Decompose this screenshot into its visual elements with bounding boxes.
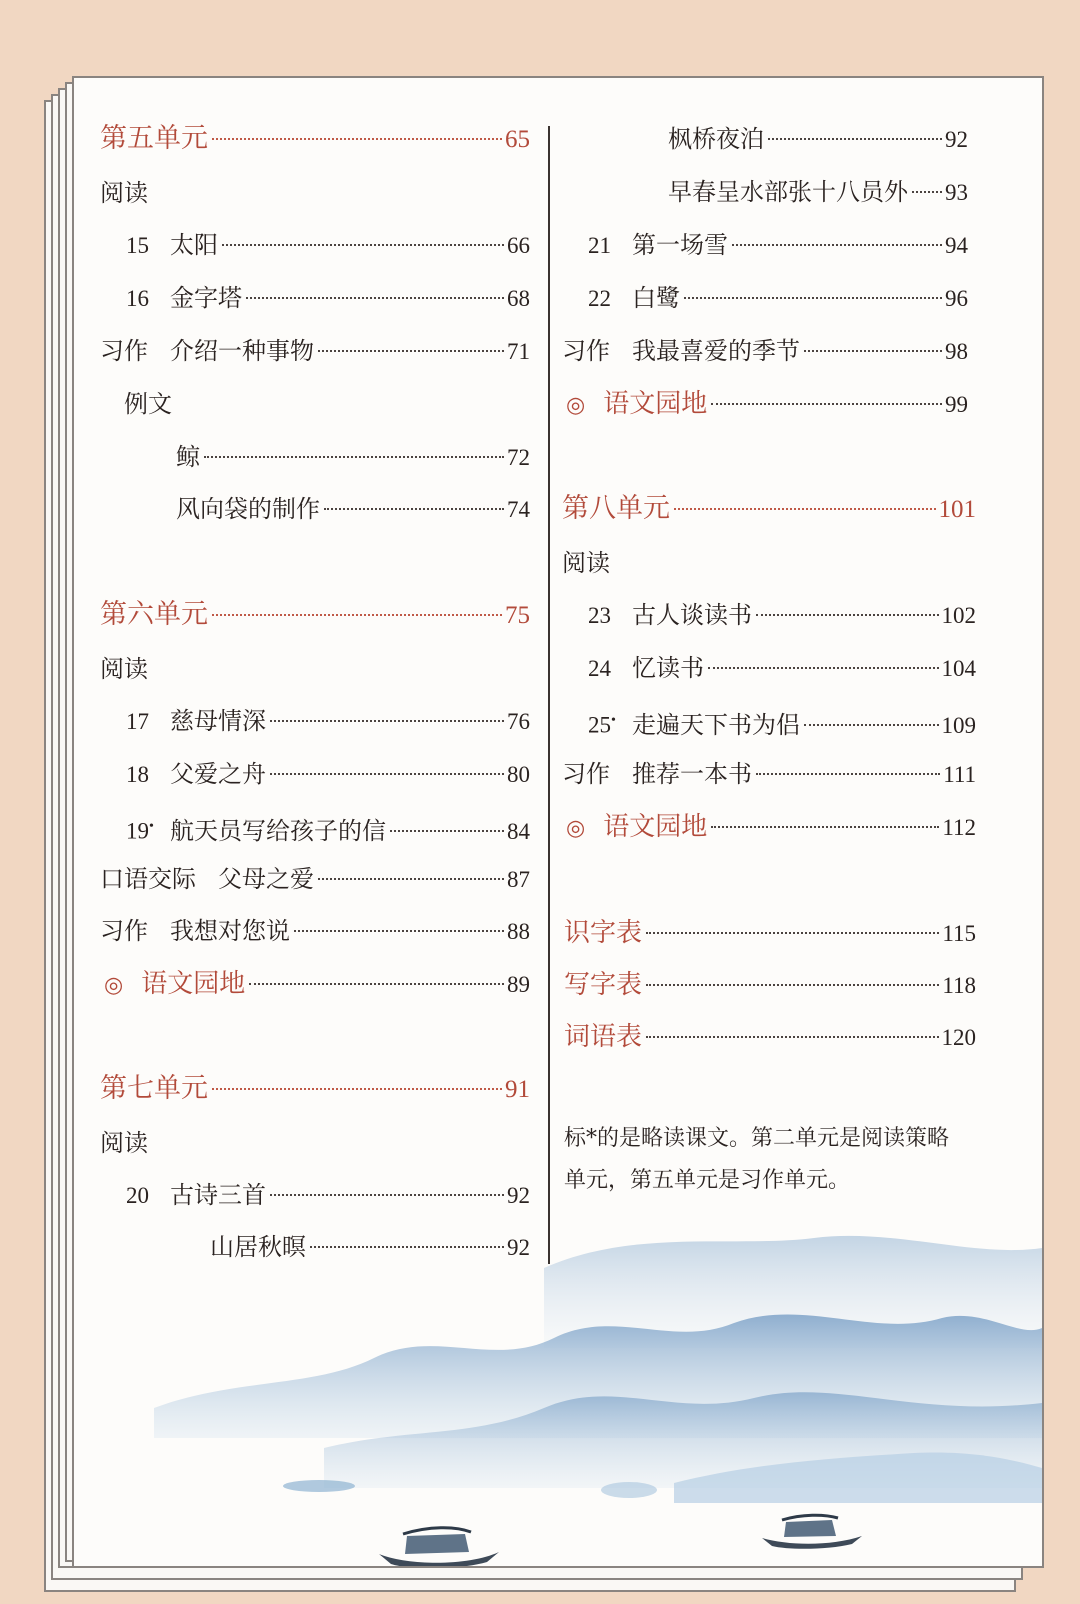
entry-title: 推荐一本书	[632, 760, 752, 788]
lesson-title: 白鹭	[632, 284, 680, 312]
page-number: 101	[938, 496, 976, 523]
dot-leader	[708, 667, 939, 669]
dot-leader	[294, 930, 504, 932]
section-label-example: 例文	[124, 390, 172, 418]
toc-entry-writing8[interactable]	[562, 757, 976, 792]
toc-entry-poem-fengqiao[interactable]	[668, 122, 968, 157]
lesson-number: 22	[588, 286, 611, 311]
lesson-number: 20	[126, 1183, 149, 1208]
entry-title: 介绍一种事物	[170, 337, 314, 365]
dot-leader	[711, 403, 942, 405]
entry-title: 鲸	[176, 443, 200, 471]
entry-kind: 口语交际	[100, 865, 196, 893]
toc-entry-lesson22[interactable]	[588, 281, 968, 316]
lesson-title: 忆读书	[632, 654, 704, 682]
toc-entry-lesson19[interactable]	[126, 810, 530, 849]
lesson-title: 航天员写给孩子的信	[170, 816, 386, 845]
page-number: 84	[507, 818, 530, 844]
unit-title: 第六单元	[100, 599, 208, 630]
dot-leader	[684, 297, 942, 299]
entry-kind: 习作	[562, 337, 610, 365]
page-number: 80	[507, 762, 530, 787]
entry-title: 枫桥夜泊	[668, 125, 764, 153]
boat-icon	[762, 1515, 862, 1549]
toc-entry-unit6[interactable]	[100, 598, 530, 633]
lesson-title: 第一场雪	[632, 231, 728, 259]
page-number: 94	[945, 233, 968, 258]
lesson-title: 慈母情深	[170, 707, 266, 735]
page-number: 111	[943, 762, 976, 787]
dot-leader	[646, 932, 939, 934]
toc-entry-writing7[interactable]	[562, 334, 968, 369]
unit-title: 第七单元	[100, 1073, 208, 1104]
dot-leader	[756, 614, 939, 616]
lesson-number: 16	[126, 286, 149, 311]
dot-leader	[270, 1194, 504, 1196]
unit-title: 第八单元	[562, 493, 670, 524]
dot-leader	[249, 983, 504, 985]
toc-entry-lesson21[interactable]	[588, 228, 968, 263]
boat-icon	[379, 1528, 499, 1568]
page-number: 92	[507, 1235, 530, 1260]
page-number: 115	[942, 921, 976, 946]
lesson-number: 15	[126, 233, 149, 258]
entry-title: 早春呈水部张十八员外	[668, 178, 908, 206]
page-number: 88	[507, 919, 530, 944]
lesson-number: 21	[588, 233, 611, 258]
toc-entry-unit5[interactable]	[100, 122, 530, 157]
dot-leader	[768, 138, 942, 140]
dot-leader	[222, 244, 504, 246]
footnote-line: 标*的是略读课文。第二单元是阅读策略	[564, 1126, 950, 1151]
toc-entry-vocabulary-table[interactable]	[564, 1020, 976, 1055]
page-number: 118	[942, 973, 976, 998]
toc-entry-poem-zaochun[interactable]	[668, 175, 968, 210]
dot-leader	[204, 456, 504, 458]
page-number: 74	[507, 497, 530, 522]
toc-entry-unit7[interactable]	[100, 1072, 530, 1107]
page-number: 76	[507, 709, 530, 734]
footnote-line: 单元，第五单元是习作单元。	[564, 1168, 851, 1193]
skim-reading-mark: •	[611, 713, 616, 728]
toc-entry-literacy-table[interactable]	[564, 916, 976, 951]
page-number: 98	[945, 339, 968, 364]
lesson-title: 古人谈读书	[632, 601, 752, 629]
toc-entry-lesson18[interactable]	[126, 757, 530, 792]
lesson-title: 太阳	[170, 231, 218, 259]
dot-leader	[212, 1088, 502, 1090]
dot-leader	[804, 724, 939, 726]
entry-title: 识字表	[564, 918, 643, 948]
dot-leader	[804, 350, 942, 352]
section-label-reading: 阅读	[100, 1129, 148, 1157]
page-number: 68	[507, 286, 530, 311]
islet	[283, 1480, 355, 1492]
dot-leader	[324, 508, 504, 510]
section-label-reading: 阅读	[100, 655, 148, 683]
lesson-number: 19	[126, 818, 149, 844]
dot-leader	[270, 773, 504, 775]
dot-leader	[318, 878, 504, 880]
entry-title: 父母之爱	[218, 865, 314, 893]
entry-title: 语文园地	[603, 389, 708, 419]
dot-leader	[318, 350, 504, 352]
dot-leader	[912, 191, 942, 193]
page-number: 92	[507, 1183, 530, 1208]
page-number: 66	[507, 233, 530, 258]
toc-entry-garden8[interactable]	[566, 810, 976, 846]
page-number: 92	[945, 127, 968, 152]
skim-reading-mark: •	[149, 819, 154, 834]
page-number: 112	[942, 815, 976, 840]
toc-entry-writing-table[interactable]	[564, 968, 976, 1003]
entry-title: 写字表	[564, 970, 643, 1000]
table-of-contents-page	[72, 76, 1044, 1568]
entry-kind: 习作	[100, 337, 148, 365]
toc-entry-lesson16[interactable]	[126, 281, 530, 316]
toc-entry-writing6[interactable]	[100, 914, 530, 949]
page-number: 93	[945, 180, 968, 205]
entry-title: 词语表	[564, 1022, 643, 1052]
page-number: 102	[941, 603, 976, 628]
toc-entry-writing5[interactable]	[100, 334, 530, 369]
entry-kind: 习作	[100, 917, 148, 945]
toc-entry-oral6[interactable]	[100, 862, 530, 897]
column-divider	[548, 126, 550, 1264]
footnote	[564, 1118, 1004, 1202]
toc-entry-lesson20[interactable]	[126, 1178, 530, 1213]
page-number: 75	[505, 602, 530, 629]
page-number: 89	[507, 972, 530, 997]
entry-title: 山居秋暝	[210, 1233, 306, 1261]
page-number: 99	[945, 392, 968, 417]
entry-title: 风向袋的制作	[176, 495, 320, 523]
toc-entry-garden6[interactable]	[104, 967, 530, 1003]
page-number: 104	[941, 656, 976, 681]
lesson-number: 25	[588, 712, 611, 738]
toc-entry-example-windsock[interactable]	[176, 492, 530, 527]
entry-title: 我想对您说	[170, 917, 290, 945]
entry-title: 我最喜爱的季节	[632, 337, 800, 365]
dot-leader	[756, 773, 940, 775]
lesson-title: 走遍天下书为侣	[632, 710, 800, 739]
lesson-number: 24	[588, 656, 611, 681]
toc-entry-garden7[interactable]	[566, 387, 968, 423]
dot-leader	[390, 830, 504, 832]
toc-entry-example-whale[interactable]	[176, 440, 530, 475]
circle-bullet-icon: ◎	[104, 973, 124, 998]
lesson-title: 古诗三首	[170, 1181, 266, 1209]
dot-leader	[732, 244, 942, 246]
dot-leader	[711, 826, 939, 828]
lesson-number: 23	[588, 603, 611, 628]
dot-leader	[674, 508, 936, 510]
page-number: 120	[941, 1025, 976, 1050]
lesson-number: 18	[126, 762, 149, 787]
entry-kind: 习作	[562, 760, 610, 788]
dot-leader	[212, 138, 502, 140]
unit-title: 第五单元	[100, 123, 208, 154]
page-number: 96	[945, 286, 968, 311]
page-number: 71	[507, 339, 530, 364]
toc-entry-lesson23[interactable]	[588, 598, 976, 633]
section-label-reading: 阅读	[100, 179, 148, 207]
toc-entry-unit8[interactable]	[562, 492, 976, 527]
page-number: 91	[505, 1076, 530, 1103]
dot-leader	[270, 720, 504, 722]
circle-bullet-icon: ◎	[566, 816, 586, 841]
page-number: 87	[507, 867, 530, 892]
lesson-title: 金字塔	[170, 284, 242, 312]
entry-title: 语文园地	[603, 812, 708, 842]
dot-leader	[212, 614, 502, 616]
page-number: 65	[505, 126, 530, 153]
toc-entry-lesson25[interactable]	[588, 704, 976, 743]
dot-leader	[646, 984, 939, 986]
toc-entry-lesson17[interactable]	[126, 704, 530, 739]
page-number: 109	[941, 712, 976, 738]
ink-wash-landscape-illustration	[74, 1228, 1042, 1568]
dot-leader	[246, 297, 504, 299]
circle-bullet-icon: ◎	[566, 393, 586, 418]
page-number: 72	[507, 445, 530, 470]
toc-entry-lesson24[interactable]	[588, 651, 976, 686]
dot-leader	[646, 1036, 938, 1038]
entry-title: 语文园地	[141, 969, 246, 999]
section-label-reading: 阅读	[562, 549, 610, 577]
islet	[601, 1482, 657, 1498]
lesson-number: 17	[126, 709, 149, 734]
lesson-title: 父爱之舟	[170, 760, 266, 788]
toc-entry-lesson15[interactable]	[126, 228, 530, 263]
